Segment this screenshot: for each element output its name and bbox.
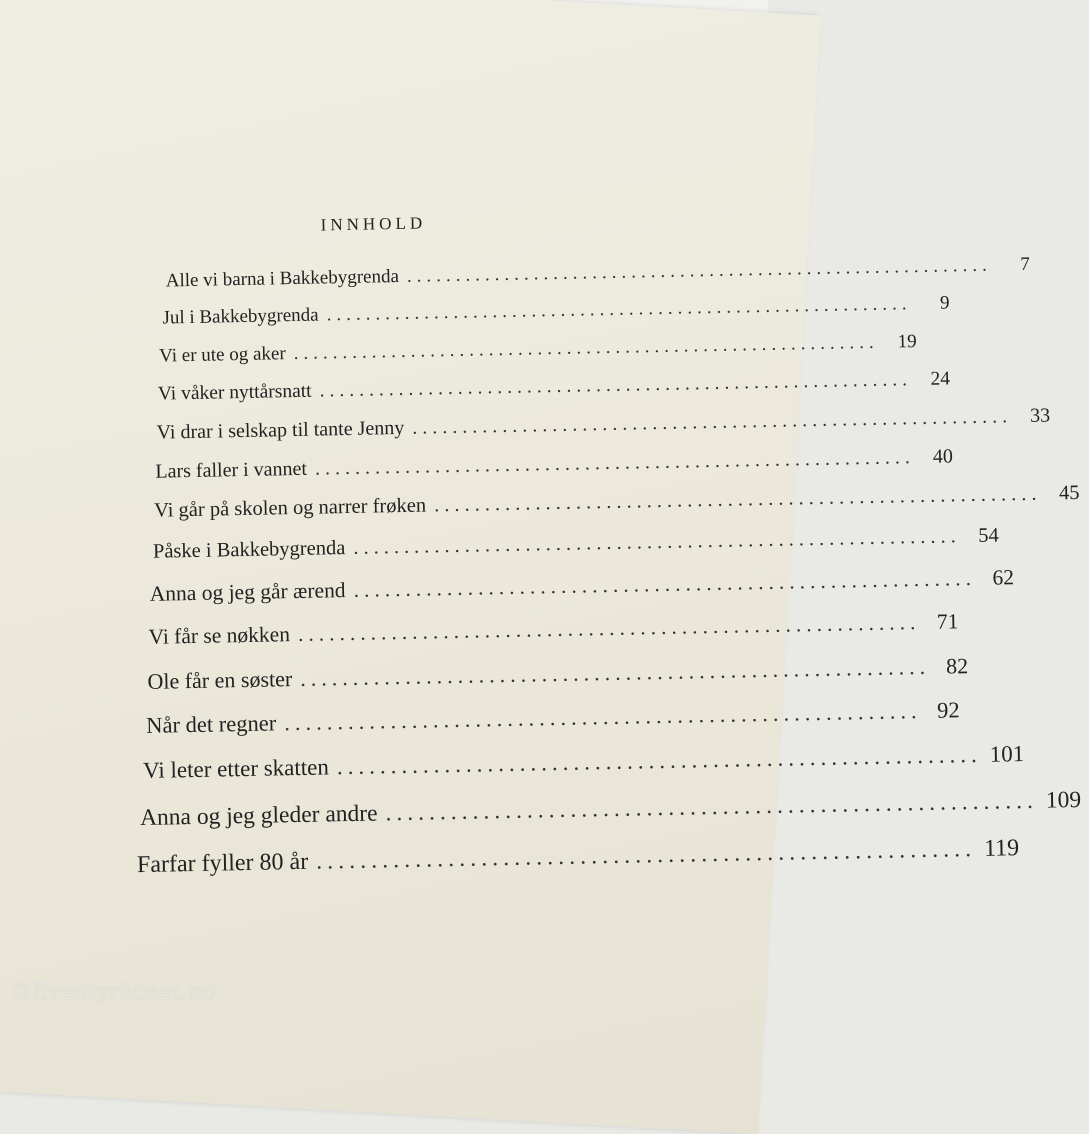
toc-entry [139, 786, 1082, 832]
toc-entry [165, 253, 1030, 292]
toc-entry-page-number: 54 [978, 524, 999, 547]
toc-entry [147, 653, 969, 695]
dot-leader: ............................................................ [406, 254, 993, 287]
toc-entry-title: Vi går på skolen og narrer frøken [153, 494, 427, 522]
dot-leader: ............................................................ [297, 610, 921, 646]
dot-leader: ............................................................ [433, 482, 1042, 517]
dot-leader: ............................................................ [353, 565, 977, 602]
toc-heading: INNHOLD [320, 213, 427, 235]
toc-entry-title: Farfar fyller 80 år [136, 848, 309, 879]
toc-entry-title: Anna og jeg går ærend [149, 578, 346, 606]
toc-entry [152, 524, 999, 564]
toc-entry-page-number: 71 [936, 609, 959, 634]
toc-entry-title: Påske i Bakkebygrenda [152, 537, 346, 563]
toc-entry [155, 445, 954, 484]
toc-entry-page-number: 45 [1058, 481, 1080, 505]
toc-entry-page-number: 101 [989, 741, 1025, 767]
toc-entry-title: Vi drar i selskap til tante Jenny [156, 416, 405, 444]
dot-leader: ............................................................ [385, 787, 1039, 827]
dot-leader: ............................................................ [319, 369, 913, 402]
dot-leader: ............................................................ [315, 836, 977, 875]
dot-leader: ............................................................ [283, 698, 922, 736]
toc-entry-page-number: 33 [1029, 404, 1051, 427]
toc-entry [142, 741, 1025, 784]
toc-entry [158, 331, 917, 367]
toc-entry-page-number: 109 [1045, 786, 1082, 814]
toc-entry [156, 404, 1051, 444]
toc-entry-page-number: 7 [1020, 253, 1030, 276]
dot-leader: ............................................................ [326, 293, 912, 326]
watermark: ©Eventyrhuset.no [10, 980, 216, 1005]
toc-entry-title: Jul i Bakkebygrenda [162, 304, 319, 329]
dot-leader: ............................................................ [353, 525, 961, 559]
toc-entry-page-number: 92 [936, 697, 960, 723]
toc-entry-page-number: 19 [897, 331, 917, 353]
toc-entry [162, 292, 950, 329]
toc-entry-page-number: 119 [983, 835, 1020, 862]
toc-entry-title: Lars faller i vannet [155, 457, 308, 483]
dot-leader: ............................................................ [336, 741, 982, 780]
dot-leader: ............................................................ [412, 405, 1013, 439]
dot-leader: ............................................................ [293, 331, 879, 365]
dot-leader: ............................................................ [314, 446, 916, 480]
toc-entry-title: Vi er ute og aker [158, 343, 286, 367]
toc-entry-title: Anna og jeg gleder andre [139, 800, 378, 832]
toc-entry-page-number: 40 [932, 445, 954, 468]
toc-entry [149, 565, 1015, 607]
toc-entry-title: Vi får se nøkken [148, 622, 291, 649]
toc-entry [157, 368, 951, 405]
toc-entry-page-number: 24 [930, 368, 951, 390]
toc-entry-title: Vi leter etter skatten [142, 754, 330, 783]
toc-entry-title: Vi våker nyttårsnatt [157, 380, 312, 405]
toc-entry [153, 481, 1080, 523]
toc-entry-page-number: 82 [945, 653, 969, 679]
toc-entry-page-number: 9 [939, 292, 950, 314]
toc-entry-title: Alle vi barna i Bakkebygrenda [165, 265, 400, 292]
dot-leader: ............................................................ [299, 653, 931, 691]
toc-entry [136, 835, 1020, 880]
toc-entry-title: Når det regner [146, 710, 277, 738]
toc-entry-title: Ole får en søster [147, 666, 293, 694]
toc-entry [148, 609, 959, 650]
toc-entry [146, 697, 960, 739]
toc-entry-page-number: 62 [992, 565, 1015, 590]
